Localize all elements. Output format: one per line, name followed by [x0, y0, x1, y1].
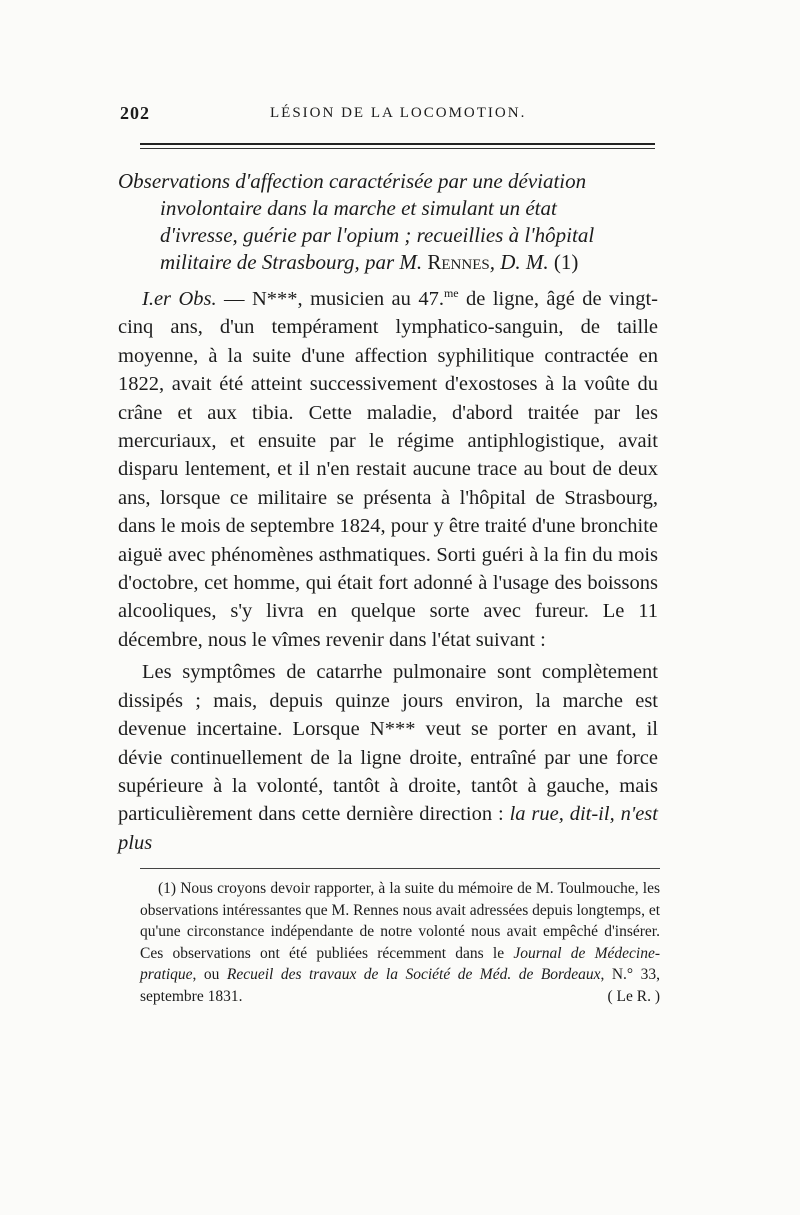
body-text	[118, 285, 658, 857]
journal-title: Journal de Médecine-pratique	[140, 944, 660, 983]
page-number: 202	[120, 103, 150, 123]
footnote-separator	[140, 868, 660, 869]
paragraph-2-text: Les symptômes de catarrhe pulmonaire sont complètement dissipés ; mais, depuis quinze jours environ, la marche est devenue incertaine. Lorsque N*** veut se porter en avant, il dévie continuellement de la ligne droite, entraîné par une force supérieure à la volonté, tantôt à droite, tantôt à gauche, mais particulièrement dans cette dernière direction :	[118, 661, 658, 826]
ordinal-superscript: me	[443, 286, 459, 301]
editor-signature: ( Le R. )	[607, 987, 660, 1005]
recueil-title: Recueil des travaux de la Société de Méd. de Bordeaux	[226, 966, 601, 983]
footnote-text-c: , N.° 33, septembre 1831.	[140, 966, 660, 1005]
footnote-text-a: (1) Nous croyons devoir rapporter, à la suite du mémoire de M. Toulmouche, les observations intéressantes que M. Rennes nous avait adressées depuis longtemps, et qu'une circonstance indépendante de notre volonté nous avait empêché d'insérer. Ces observations ont été publiées récemment dans le	[140, 880, 660, 962]
running-head	[120, 103, 660, 127]
paragraph-1-text-b: de ligne, âgé de vingt-cinq ans, d'un tempérament lymphatico-sanguin, de taille moyenne, à la suite d'une affection syphilitique contractée en 1822, avait été atteint successivement d'exostoses à la voûte du crâne et aux tibia. Cette maladie, d'abord traitée par les mercuriaux, et ensuite par le régime antiphlogistique, avait disparu lentement, et il n'en restait aucune trace au bout de deux ans, lorsque ce militaire se présenta à l'hôpital de Strasbourg, dans le mois de septembre 1824, pour y être traité d'une bronchite aiguë avec phénomènes asthmatiques. Sorti guéri à la fin du mois d'octobre, cet homme, qui était fort adonné à l'usage des boissons alcooliques, s'y livra en quelque sorte avec fureur. Le 11 décembre, nous le vîmes revenir dans l'état suivant :	[118, 288, 659, 651]
paragraph-2-quote: la rue, dit-il, n'est plus	[118, 803, 658, 854]
title-line-4	[118, 249, 678, 276]
observation-title	[118, 168, 678, 276]
footnote-text	[140, 878, 660, 1007]
title-line-4-end: , D. M.	[489, 250, 549, 274]
title-line-1: Observations d'affection caractérisée par une déviation	[118, 169, 587, 193]
observation-label: I.er Obs.	[142, 288, 217, 310]
paragraph-1-text-a: — N***, musicien au 47.	[216, 288, 444, 310]
paragraph-2	[118, 658, 658, 857]
footnote	[140, 878, 660, 1007]
footnote-text-b: , ou	[192, 966, 227, 983]
title-line-2: involontaire dans la marche et simulant un état	[160, 196, 557, 220]
header-rule-thick	[140, 143, 655, 145]
footnote-reference: (1)	[548, 250, 579, 274]
header-rule-thin	[140, 148, 655, 149]
running-title: LÉSION DE LA LOCOMOTION.	[270, 105, 527, 121]
paragraph-1	[118, 285, 658, 654]
title-line-4-start: militaire de Strasbourg, par M.	[160, 250, 428, 274]
author-name: Rennes	[427, 250, 490, 274]
title-line-3: d'ivresse, guérie par l'opium ; recueillies à l'hôpital	[160, 223, 595, 247]
